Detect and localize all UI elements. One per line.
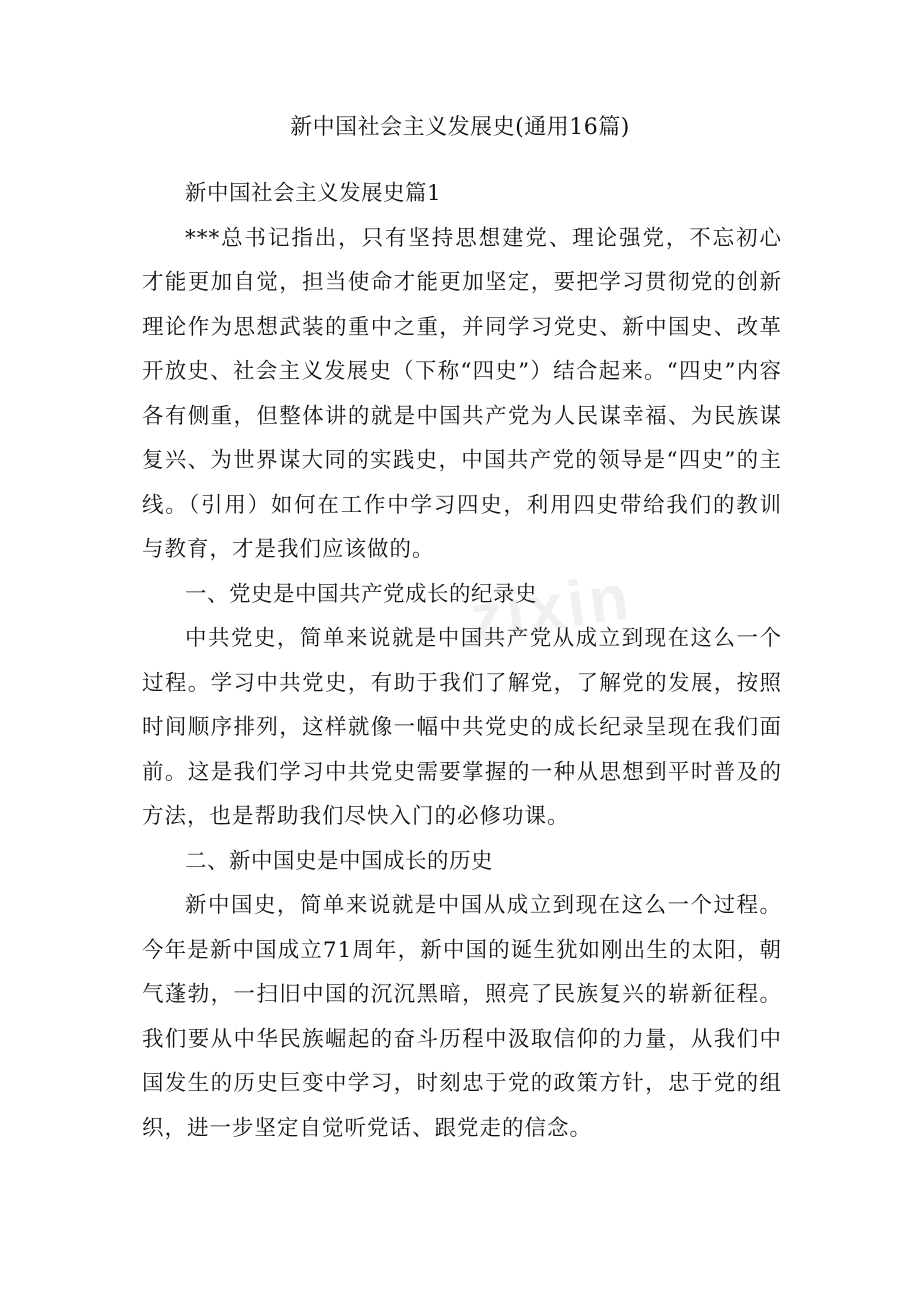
watermark-logo: zixin <box>465 560 637 654</box>
intro-paragraph: ***总书记指出，只有坚持思想建党、理论强党，不忘初心才能更加自觉，担当使命才能更加坚定，要把学习贯彻党的创新理论作为思想武装的重中之重，并同学习党史、新中国史、改革开放史、社会主义发展史（下称“四史”）结合起来。“四史”内容各有侧重，但整体讲的就是中国共产党为人民谋幸福、为民族谋复兴、为世界谋大同的实践史，中国共产党的领导是“四史”的主线。（引用）如何在工作中学习四史，利用四史带给我们的教训与教育，才是我们应该做的。 <box>142 225 782 562</box>
heading-new-china-history: 二、新中国史是中国成长的历史 <box>185 848 494 874</box>
heading-party-history: 一、党史是中国共产党成长的纪录史 <box>185 581 538 607</box>
document-title: 新中国社会主义发展史(通用16篇) <box>290 115 630 140</box>
document-body <box>142 172 782 1151</box>
new-china-history-paragraph: 新中国史，简单来说就是中国从成立到现在这么一个过程。今年是新中国成立71周年，新中国的诞生犹如刚出生的太阳，朝气蓬勃，一扫旧中国的沉沉黑暗，照亮了民族复兴的崭新征程。我们要从中华民族崛起的奋斗历程中汲取信仰的力量，从我们中国发生的历史巨变中学习，时刻忠于党的政策方针，忠于党的组织，进一步坚定自觉听党话、跟党走的信念。 <box>142 893 782 1141</box>
section-title: 新中国社会主义发展史篇1 <box>185 181 442 206</box>
party-history-paragraph: 中共党史，简单来说就是中国共产党从成立到现在这么一个过程。学习中共党史，有助于我们了解党，了解党的发展，按照时间顺序排列，这样就像一幅中共党史的成长纪录呈现在我们面前。这是我们学习中共党史需要掌握的一种从思想到平时普及的方法，也是帮助我们尽快入门的必修功课。 <box>142 626 782 829</box>
